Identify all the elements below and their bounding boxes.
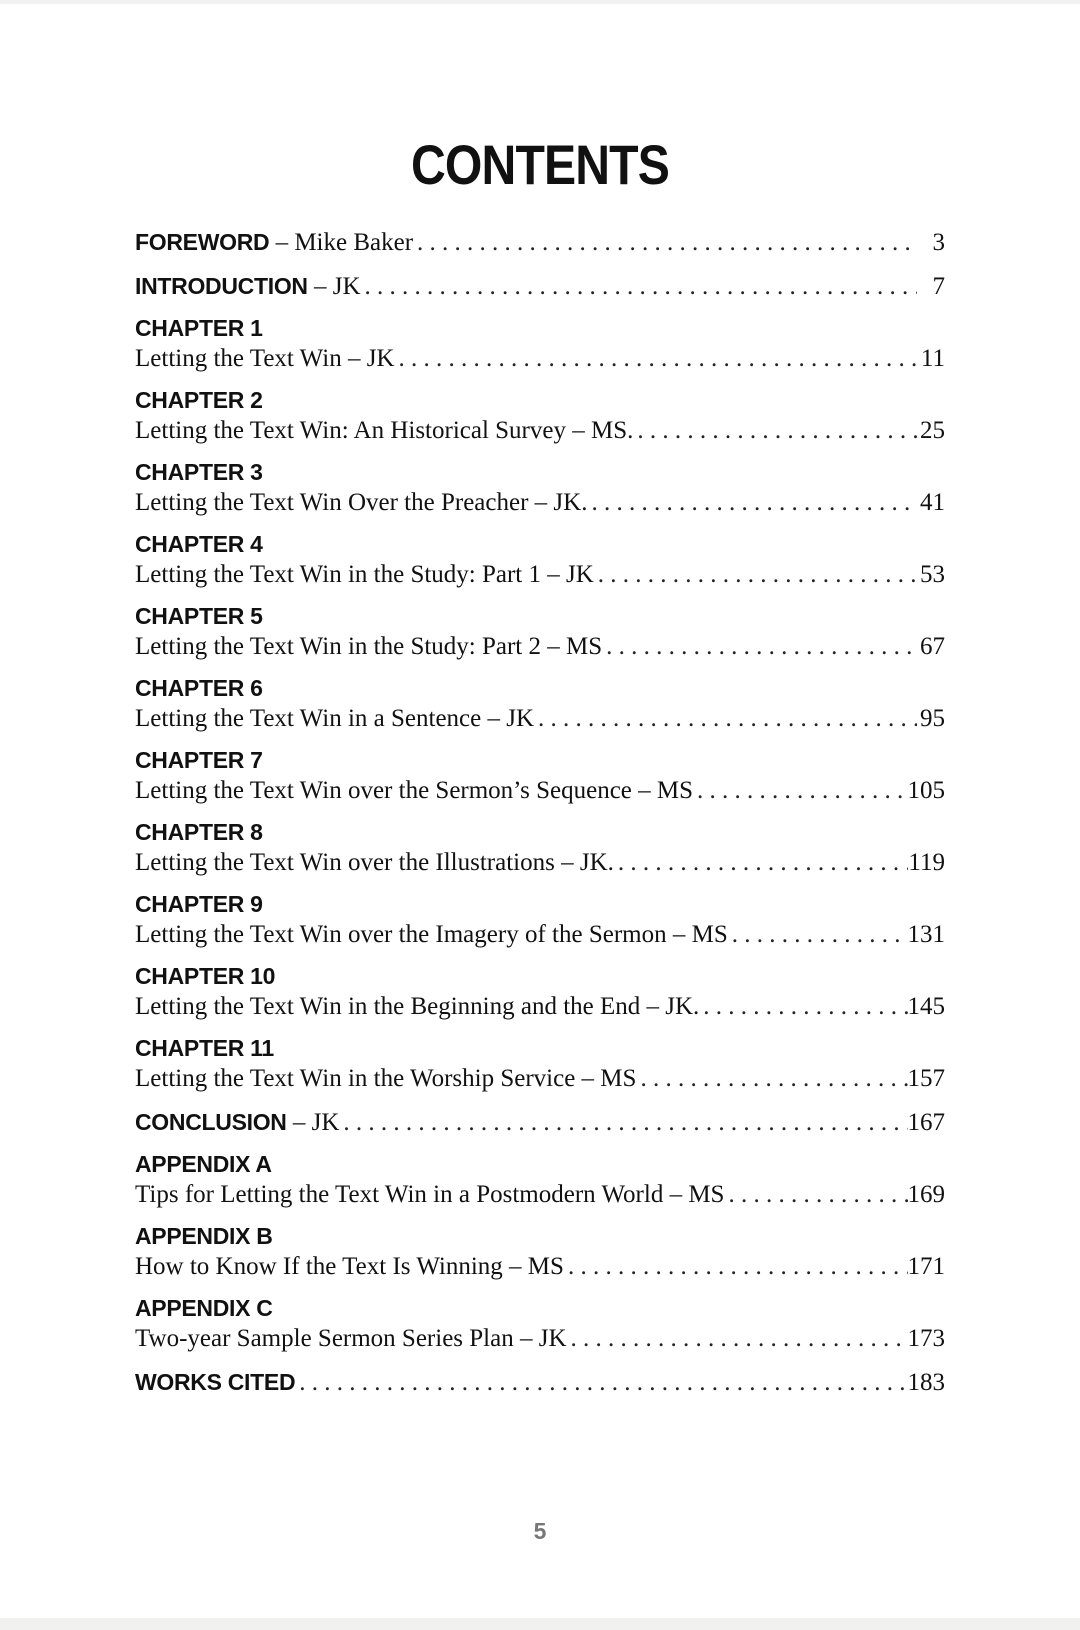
toc-page-number: 169 bbox=[907, 1181, 945, 1208]
dot-leader bbox=[693, 775, 907, 807]
toc-line bbox=[135, 1366, 945, 1399]
toc-heading: APPENDIX B bbox=[135, 1223, 273, 1249]
toc-author: – JK bbox=[307, 273, 361, 300]
toc-line bbox=[135, 270, 945, 303]
toc-page-number: 167 bbox=[907, 1109, 945, 1136]
toc-title: How to Know If the Text Is Winning – MS bbox=[135, 1253, 564, 1280]
toc-page-number: 41 bbox=[920, 489, 945, 516]
toc-entry-conclusion bbox=[135, 1106, 945, 1139]
toc-title: Letting the Text Win in a Sentence – JK bbox=[135, 705, 535, 732]
toc-entry-appendix-c bbox=[135, 1294, 945, 1355]
toc-author: – JK bbox=[286, 1109, 340, 1136]
dot-leader bbox=[602, 631, 917, 663]
toc-page-number: 157 bbox=[907, 1065, 945, 1092]
dot-leader bbox=[295, 1367, 907, 1399]
toc-entry-chapter-3 bbox=[135, 458, 945, 519]
toc-entry-foreword bbox=[135, 226, 945, 259]
toc-heading: CHAPTER 7 bbox=[135, 747, 263, 773]
toc-page-number: 131 bbox=[907, 921, 945, 948]
toc-entry-introduction bbox=[135, 270, 945, 303]
toc-page-number: 53 bbox=[920, 561, 945, 588]
toc-line bbox=[135, 1323, 945, 1355]
toc-page-number: 171 bbox=[907, 1253, 945, 1280]
book-page bbox=[0, 4, 1080, 1618]
toc-heading: INTRODUCTION bbox=[135, 273, 308, 299]
toc-entry-chapter-1 bbox=[135, 314, 945, 375]
toc-heading: APPENDIX C bbox=[135, 1295, 273, 1321]
toc-page-number: 3 bbox=[932, 229, 945, 256]
toc-heading: WORKS CITED bbox=[135, 1369, 296, 1395]
toc-line bbox=[135, 847, 945, 879]
toc-title: Letting the Text Win – JK bbox=[135, 345, 395, 372]
dot-leader bbox=[361, 271, 917, 303]
page-title: CONTENTS bbox=[411, 133, 669, 196]
toc-heading: APPENDIX A bbox=[135, 1151, 272, 1177]
toc-line bbox=[135, 1251, 945, 1283]
toc-title: Letting the Text Win over the Illustrations – JK. bbox=[135, 849, 614, 876]
toc-page-number: 183 bbox=[907, 1369, 945, 1396]
toc-entry-chapter-2 bbox=[135, 386, 945, 447]
toc-line bbox=[135, 343, 945, 375]
dot-leader bbox=[724, 1179, 907, 1211]
toc-line bbox=[135, 1179, 945, 1211]
table-of-contents bbox=[135, 226, 945, 1399]
toc-entry-works-cited bbox=[135, 1366, 945, 1399]
toc-heading: CHAPTER 2 bbox=[135, 387, 263, 413]
toc-entry-chapter-4 bbox=[135, 530, 945, 591]
toc-title: Two-year Sample Sermon Series Plan – JK bbox=[135, 1325, 567, 1352]
dot-leader bbox=[614, 847, 909, 879]
dot-leader bbox=[339, 1107, 907, 1139]
toc-title: Letting the Text Win Over the Preacher – JK. bbox=[135, 489, 588, 516]
toc-heading: CHAPTER 5 bbox=[135, 603, 263, 629]
toc-line bbox=[135, 703, 945, 735]
toc-heading: CHAPTER 9 bbox=[135, 891, 263, 917]
toc-heading: CHAPTER 11 bbox=[135, 1035, 274, 1061]
dot-leader bbox=[534, 703, 917, 735]
toc-entry-chapter-5 bbox=[135, 602, 945, 663]
dot-leader bbox=[564, 1251, 908, 1283]
toc-title: Letting the Text Win in the Study: Part 2 – MS bbox=[135, 633, 603, 660]
toc-entry-chapter-6 bbox=[135, 674, 945, 735]
dot-leader bbox=[636, 1063, 907, 1095]
toc-page-number: 11 bbox=[920, 345, 945, 372]
toc-page-number: 173 bbox=[907, 1325, 945, 1352]
toc-page-number: 67 bbox=[920, 633, 945, 660]
toc-entry-appendix-b bbox=[135, 1222, 945, 1283]
toc-page-number: 145 bbox=[907, 993, 945, 1020]
toc-line bbox=[135, 559, 945, 591]
toc-entry-chapter-9 bbox=[135, 890, 945, 951]
toc-line bbox=[135, 415, 945, 447]
toc-page-number: 105 bbox=[907, 777, 945, 804]
toc-entry-chapter-10 bbox=[135, 962, 945, 1023]
dot-leader bbox=[699, 991, 907, 1023]
dot-leader bbox=[594, 559, 917, 591]
toc-title: Letting the Text Win in the Beginning and the End – JK. bbox=[135, 993, 700, 1020]
toc-heading: CHAPTER 6 bbox=[135, 675, 263, 701]
toc-heading: CHAPTER 1 bbox=[135, 315, 263, 341]
toc-entry-chapter-8 bbox=[135, 818, 945, 879]
toc-line bbox=[135, 226, 945, 259]
toc-line bbox=[135, 487, 945, 519]
toc-page-number: 25 bbox=[920, 417, 945, 444]
toc-title: Letting the Text Win over the Sermon’s Sequence – MS bbox=[135, 777, 694, 804]
toc-line bbox=[135, 631, 945, 663]
dot-leader bbox=[633, 415, 917, 447]
toc-heading: CONCLUSION bbox=[135, 1109, 287, 1135]
dot-leader bbox=[395, 343, 918, 375]
dot-leader bbox=[728, 919, 908, 951]
toc-line bbox=[135, 1106, 945, 1139]
toc-title: Letting the Text Win over the Imagery of the Sermon – MS bbox=[135, 921, 728, 948]
toc-author: – Mike Baker bbox=[269, 229, 414, 256]
toc-line bbox=[135, 991, 945, 1023]
toc-entry-appendix-a bbox=[135, 1150, 945, 1211]
toc-heading: CHAPTER 3 bbox=[135, 459, 263, 485]
toc-title: Letting the Text Win in the Study: Part 1 – JK bbox=[135, 561, 594, 588]
toc-title: Tips for Letting the Text Win in a Postmodern World – MS bbox=[135, 1181, 725, 1208]
dot-leader bbox=[413, 227, 917, 259]
toc-line bbox=[135, 919, 945, 951]
toc-title: Letting the Text Win: An Historical Survey – MS. bbox=[135, 417, 634, 444]
toc-page-number: 95 bbox=[920, 705, 945, 732]
toc-heading: CHAPTER 10 bbox=[135, 963, 276, 989]
toc-title: Letting the Text Win in the Worship Service – MS bbox=[135, 1065, 637, 1092]
toc-line bbox=[135, 1063, 945, 1095]
toc-entry-chapter-7 bbox=[135, 746, 945, 807]
dot-leader bbox=[567, 1323, 908, 1355]
toc-heading: FOREWORD bbox=[135, 229, 270, 255]
toc-line bbox=[135, 775, 945, 807]
toc-entry-chapter-11 bbox=[135, 1034, 945, 1095]
toc-heading: CHAPTER 8 bbox=[135, 819, 263, 845]
page-number: 5 bbox=[533, 1518, 547, 1544]
dot-leader bbox=[587, 487, 917, 519]
toc-page-number: 7 bbox=[932, 273, 945, 300]
toc-heading: CHAPTER 4 bbox=[135, 531, 263, 557]
toc-page-number: 119 bbox=[908, 849, 945, 876]
